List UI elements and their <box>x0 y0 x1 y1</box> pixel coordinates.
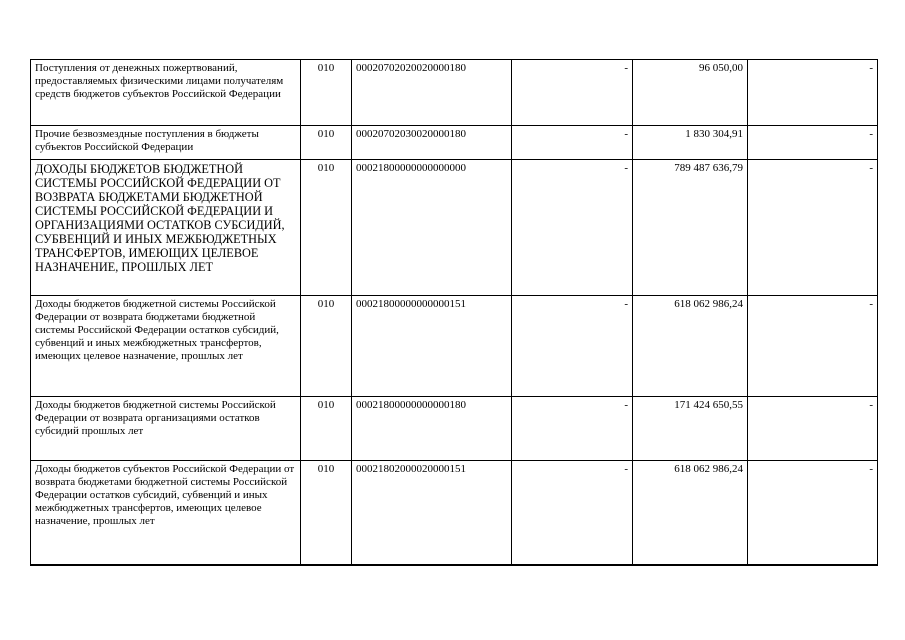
income-name-cell: Доходы бюджетов бюджетной системы Российской Федерации от возврата бюджетами бюджетной системы Российской Федерации остатков субсидий, субвенций и иных межбюджетных трансфертов, имеющих целевое назначение, прошлых лет <box>31 296 301 397</box>
table-row <box>31 160 878 296</box>
executed-cell: 789 487 636,79 <box>633 160 748 296</box>
line-code-cell: 010 <box>301 126 352 160</box>
approved-cell: - <box>512 461 633 565</box>
income-report-table <box>30 59 878 566</box>
table-row <box>31 397 878 461</box>
table-row <box>31 126 878 160</box>
income-name-cell: Поступления от денежных пожертвований, предоставляемых физическими лицами получателям средств бюджетов субъектов Российской Федерации <box>31 60 301 126</box>
income-code-cell: 00021800000000000000 <box>352 160 512 296</box>
executed-cell: 618 062 986,24 <box>633 461 748 565</box>
table-row <box>31 60 878 126</box>
executed-cell: 1 830 304,91 <box>633 126 748 160</box>
approved-cell: - <box>512 60 633 126</box>
not-executed-cell: - <box>748 60 878 126</box>
line-code-cell: 010 <box>301 397 352 461</box>
income-name-cell: ДОХОДЫ БЮДЖЕТОВ БЮДЖЕТНОЙ СИСТЕМЫ РОССИЙСКОЙ ФЕДЕРАЦИИ ОТ ВОЗВРАТА БЮДЖЕТАМИ БЮДЖЕТНОЙ СИСТЕМЫ РОССИЙСКОЙ ФЕДЕРАЦИИ И ОРГАНИЗАЦИЯМИ ОСТАТКОВ СУБСИДИЙ, СУБВЕНЦИЙ И ИНЫХ МЕЖБЮДЖЕТНЫХ ТРАНСФЕРТОВ, ИМЕЮЩИХ ЦЕЛЕВОЕ НАЗНАЧЕНИЕ, ПРОШЛЫХ ЛЕТ <box>31 160 301 296</box>
approved-cell: - <box>512 160 633 296</box>
approved-cell: - <box>512 126 633 160</box>
executed-cell: 96 050,00 <box>633 60 748 126</box>
report-table-body <box>31 60 878 565</box>
not-executed-cell: - <box>748 160 878 296</box>
not-executed-cell: - <box>748 461 878 565</box>
line-code-cell: 010 <box>301 60 352 126</box>
table-row <box>31 461 878 565</box>
line-code-cell: 010 <box>301 461 352 565</box>
not-executed-cell: - <box>748 296 878 397</box>
income-name-cell: Доходы бюджетов субъектов Российской Федерации от возврата бюджетами бюджетной системы Российской Федерации остатков субсидий, субвенций и иных межбюджетных трансфертов, имеющих целевое назначение, прошлых лет <box>31 461 301 565</box>
approved-cell: - <box>512 296 633 397</box>
approved-cell: - <box>512 397 633 461</box>
table-row <box>31 296 878 397</box>
income-name-cell: Прочие безвозмездные поступления в бюджеты субъектов Российской Федерации <box>31 126 301 160</box>
income-name-cell: Доходы бюджетов бюджетной системы Российской Федерации от возврата организациями остатков субсидий прошлых лет <box>31 397 301 461</box>
income-code-cell: 00021802000020000151 <box>352 461 512 565</box>
income-code-cell: 00020702020020000180 <box>352 60 512 126</box>
income-code-cell: 00021800000000000180 <box>352 397 512 461</box>
not-executed-cell: - <box>748 126 878 160</box>
not-executed-cell: - <box>748 397 878 461</box>
line-code-cell: 010 <box>301 296 352 397</box>
income-code-cell: 00021800000000000151 <box>352 296 512 397</box>
line-code-cell: 010 <box>301 160 352 296</box>
executed-cell: 171 424 650,55 <box>633 397 748 461</box>
income-code-cell: 00020702030020000180 <box>352 126 512 160</box>
executed-cell: 618 062 986,24 <box>633 296 748 397</box>
